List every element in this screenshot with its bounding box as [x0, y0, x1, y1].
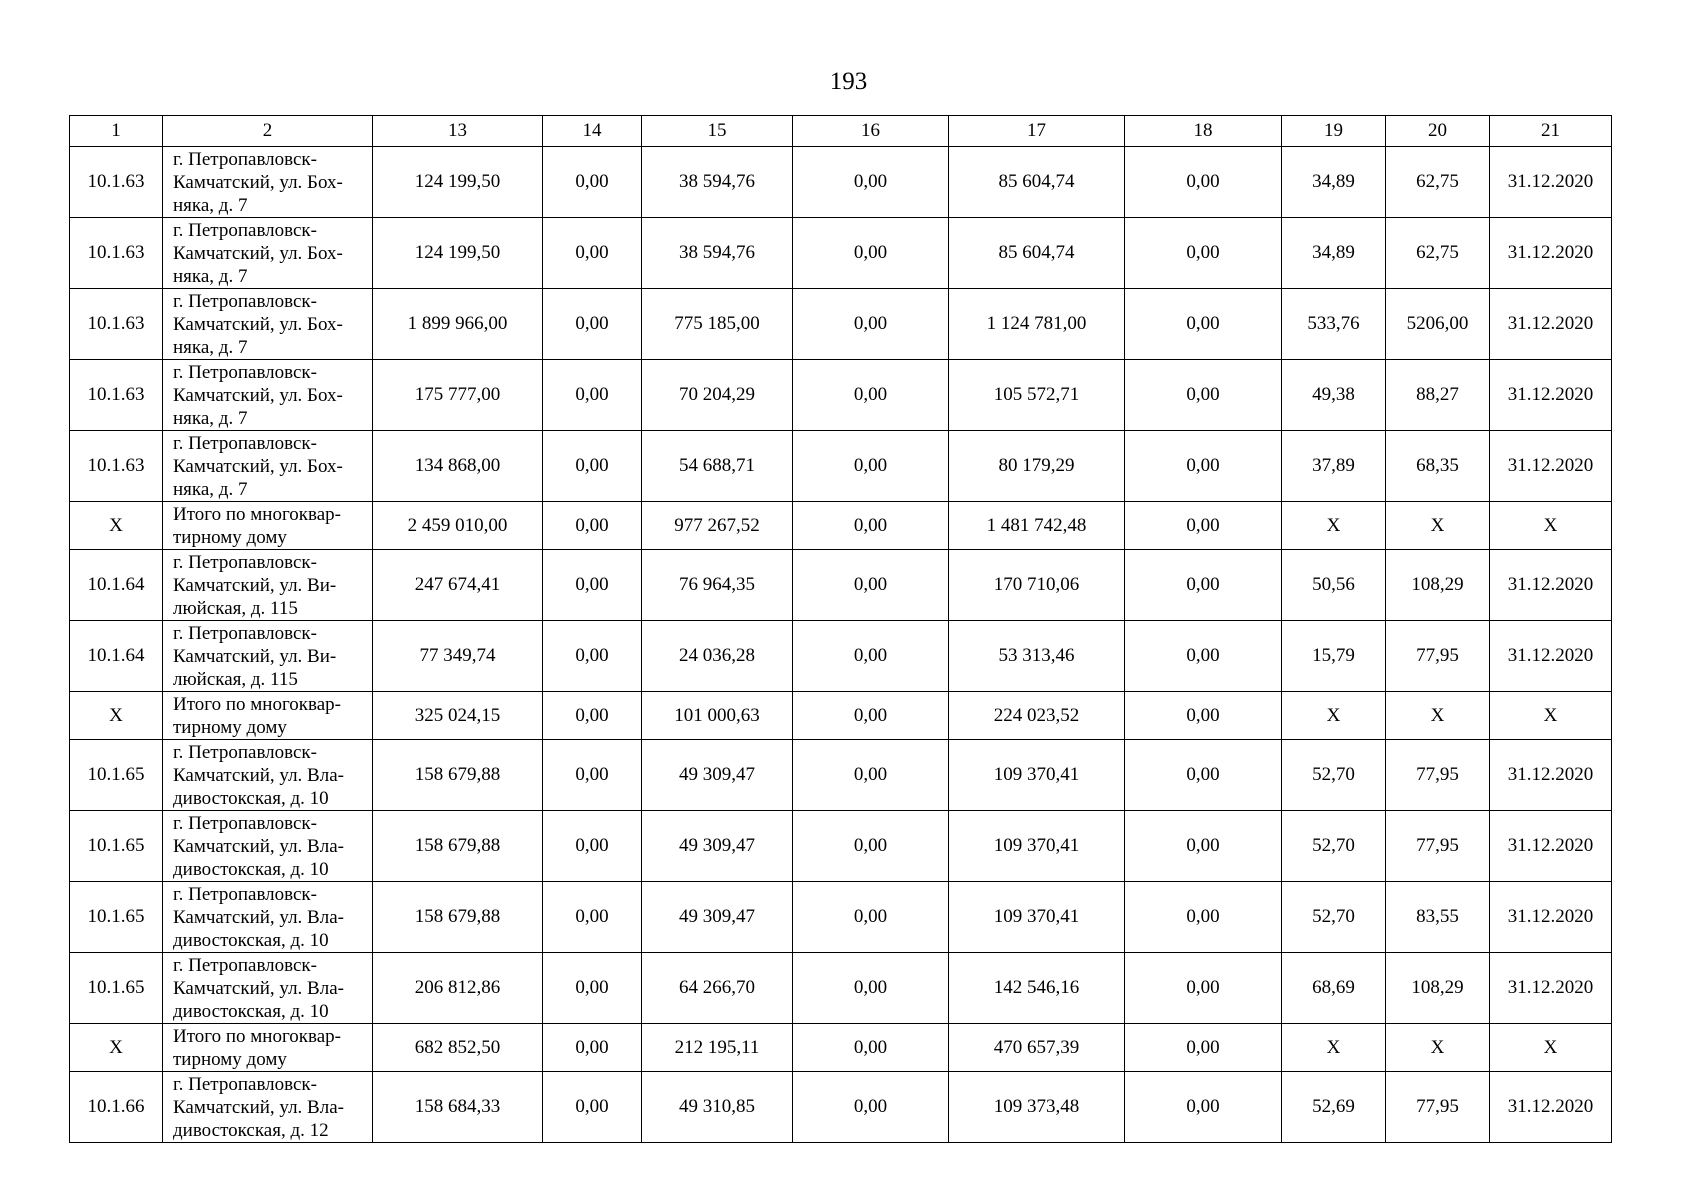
table-cell: 0,00	[793, 289, 949, 360]
column-header: 16	[793, 116, 949, 147]
table-cell: 10.1.65	[70, 953, 163, 1024]
address-cell: г. Петропавловск- Камчатский, ул. Бох- няка, д. 7	[163, 218, 373, 289]
address-cell: г. Петропавловск- Камчатский, ул. Вла- дивостокская, д. 10	[163, 740, 373, 811]
table-cell: 68,35	[1386, 431, 1490, 502]
table-cell: 0,00	[793, 621, 949, 692]
table-row	[70, 740, 1612, 811]
table-cell: X	[70, 502, 163, 550]
table-cell: 52,70	[1282, 811, 1386, 882]
table-cell: 31.12.2020	[1490, 289, 1612, 360]
table-cell: 10.1.65	[70, 882, 163, 953]
table-cell: 0,00	[543, 953, 642, 1024]
table-cell: 34,89	[1282, 147, 1386, 218]
header-row	[70, 116, 1612, 147]
table-cell: 0,00	[543, 360, 642, 431]
column-header: 2	[163, 116, 373, 147]
table-cell: 470 657,39	[949, 1024, 1125, 1072]
total-row	[70, 692, 1612, 740]
table-cell: 158 684,33	[373, 1072, 543, 1143]
table-cell: 105 572,71	[949, 360, 1125, 431]
column-header: 19	[1282, 116, 1386, 147]
table-cell: X	[1386, 502, 1490, 550]
table-cell: 158 679,88	[373, 811, 543, 882]
table-cell: 62,75	[1386, 218, 1490, 289]
table-cell: X	[1490, 502, 1612, 550]
table-cell: 49,38	[1282, 360, 1386, 431]
column-header: 15	[642, 116, 793, 147]
table-cell: 0,00	[793, 692, 949, 740]
table-cell: 10.1.63	[70, 289, 163, 360]
table-cell: 109 370,41	[949, 740, 1125, 811]
table-cell: 85 604,74	[949, 218, 1125, 289]
table-cell: 108,29	[1386, 953, 1490, 1024]
table-cell: 31.12.2020	[1490, 882, 1612, 953]
table-cell: 0,00	[1125, 621, 1282, 692]
table-cell: 70 204,29	[642, 360, 793, 431]
table-cell: 0,00	[543, 692, 642, 740]
table-cell: X	[1282, 692, 1386, 740]
table-cell: 0,00	[1125, 740, 1282, 811]
table-cell: 1 124 781,00	[949, 289, 1125, 360]
table-row	[70, 147, 1612, 218]
table-cell: 10.1.63	[70, 147, 163, 218]
table-cell: 0,00	[793, 550, 949, 621]
table-cell: 0,00	[793, 953, 949, 1024]
table-cell: 10.1.63	[70, 431, 163, 502]
table-cell: 533,76	[1282, 289, 1386, 360]
table-cell: 37,89	[1282, 431, 1386, 502]
address-cell: г. Петропавловск- Камчатский, ул. Вла- дивостокская, д. 10	[163, 811, 373, 882]
table-row	[70, 289, 1612, 360]
table-row	[70, 882, 1612, 953]
table-cell: 10.1.65	[70, 740, 163, 811]
table-cell: 88,27	[1386, 360, 1490, 431]
table-cell: 0,00	[793, 740, 949, 811]
table-cell: 0,00	[543, 811, 642, 882]
table-cell: 0,00	[1125, 953, 1282, 1024]
table-cell: 108,29	[1386, 550, 1490, 621]
table-cell: 0,00	[793, 1072, 949, 1143]
table-cell: 134 868,00	[373, 431, 543, 502]
table-cell: 0,00	[1125, 1024, 1282, 1072]
table-cell: 109 373,48	[949, 1072, 1125, 1143]
table-cell: 52,70	[1282, 882, 1386, 953]
table-cell: 24 036,28	[642, 621, 793, 692]
address-cell: Итого по многоквар- тирному дому	[163, 1024, 373, 1072]
table-cell: 53 313,46	[949, 621, 1125, 692]
table-cell: 31.12.2020	[1490, 431, 1612, 502]
address-cell: г. Петропавловск- Камчатский, ул. Ви- люйская, д. 115	[163, 550, 373, 621]
address-cell: г. Петропавловск- Камчатский, ул. Вла- дивостокская, д. 10	[163, 953, 373, 1024]
table-cell: 109 370,41	[949, 811, 1125, 882]
table-cell: 10.1.63	[70, 218, 163, 289]
table-cell: 0,00	[543, 218, 642, 289]
table-cell: 0,00	[793, 882, 949, 953]
table-cell: X	[1490, 1024, 1612, 1072]
table-cell: 170 710,06	[949, 550, 1125, 621]
table-cell: 1 899 966,00	[373, 289, 543, 360]
table-cell: 682 852,50	[373, 1024, 543, 1072]
table-cell: 77,95	[1386, 811, 1490, 882]
table-cell: 0,00	[1125, 218, 1282, 289]
table-cell: 142 546,16	[949, 953, 1125, 1024]
table-cell: 0,00	[543, 882, 642, 953]
table-row	[70, 621, 1612, 692]
table-cell: 38 594,76	[642, 147, 793, 218]
table-row	[70, 218, 1612, 289]
table-cell: 10.1.64	[70, 621, 163, 692]
address-cell: Итого по многоквар- тирному дому	[163, 502, 373, 550]
table-cell: 0,00	[1125, 147, 1282, 218]
table-cell: 0,00	[543, 550, 642, 621]
table-cell: 0,00	[793, 811, 949, 882]
table-cell: 52,70	[1282, 740, 1386, 811]
address-cell: г. Петропавловск- Камчатский, ул. Ви- люйская, д. 115	[163, 621, 373, 692]
table-cell: 124 199,50	[373, 218, 543, 289]
table-cell: 34,89	[1282, 218, 1386, 289]
table-cell: 77,95	[1386, 740, 1490, 811]
table-cell: 212 195,11	[642, 1024, 793, 1072]
table-cell: 77,95	[1386, 621, 1490, 692]
address-cell: г. Петропавловск- Камчатский, ул. Бох- няка, д. 7	[163, 289, 373, 360]
table-cell: 0,00	[793, 360, 949, 431]
table-cell: 31.12.2020	[1490, 147, 1612, 218]
address-cell: г. Петропавловск- Камчатский, ул. Вла- дивостокская, д. 12	[163, 1072, 373, 1143]
table-cell: 247 674,41	[373, 550, 543, 621]
address-cell: г. Петропавловск- Камчатский, ул. Бох- няка, д. 7	[163, 360, 373, 431]
table-row	[70, 431, 1612, 502]
table-cell: 10.1.65	[70, 811, 163, 882]
table-cell: 10.1.66	[70, 1072, 163, 1143]
table-cell: 85 604,74	[949, 147, 1125, 218]
table-cell: 0,00	[793, 1024, 949, 1072]
table-cell: 5206,00	[1386, 289, 1490, 360]
table-cell: 0,00	[543, 740, 642, 811]
table-cell: 0,00	[1125, 1072, 1282, 1143]
table-cell: 31.12.2020	[1490, 953, 1612, 1024]
table-cell: 0,00	[1125, 431, 1282, 502]
table-cell: 52,69	[1282, 1072, 1386, 1143]
table-cell: 0,00	[1125, 289, 1282, 360]
table-row	[70, 811, 1612, 882]
table-cell: 175 777,00	[373, 360, 543, 431]
table-cell: 49 310,85	[642, 1072, 793, 1143]
table-cell: 31.12.2020	[1490, 811, 1612, 882]
table-cell: 0,00	[1125, 360, 1282, 431]
table-cell: 0,00	[543, 1072, 642, 1143]
table-cell: 0,00	[1125, 692, 1282, 740]
table-cell: 325 024,15	[373, 692, 543, 740]
table-cell: 77 349,74	[373, 621, 543, 692]
total-row	[70, 1024, 1612, 1072]
table-cell: 31.12.2020	[1490, 550, 1612, 621]
table-cell: 15,79	[1282, 621, 1386, 692]
table-cell: 0,00	[543, 147, 642, 218]
table-cell: 0,00	[543, 621, 642, 692]
table-cell: 31.12.2020	[1490, 740, 1612, 811]
table-cell: 109 370,41	[949, 882, 1125, 953]
page-number: 193	[829, 68, 868, 95]
table-cell: 0,00	[793, 502, 949, 550]
table-cell: 0,00	[1125, 550, 1282, 621]
table-row	[70, 1072, 1612, 1143]
table-row	[70, 550, 1612, 621]
table-cell: 101 000,63	[642, 692, 793, 740]
table-cell: 31.12.2020	[1490, 360, 1612, 431]
table-cell: 224 023,52	[949, 692, 1125, 740]
table-cell: 158 679,88	[373, 740, 543, 811]
table-cell: 0,00	[543, 1024, 642, 1072]
column-header: 14	[543, 116, 642, 147]
table-cell: 1 481 742,48	[949, 502, 1125, 550]
table-cell: 76 964,35	[642, 550, 793, 621]
table-cell: 31.12.2020	[1490, 621, 1612, 692]
table-row	[70, 360, 1612, 431]
table-cell: 50,56	[1282, 550, 1386, 621]
total-row	[70, 502, 1612, 550]
table-cell: 80 179,29	[949, 431, 1125, 502]
table-cell: 0,00	[1125, 811, 1282, 882]
table-cell: X	[1282, 1024, 1386, 1072]
data-table	[69, 115, 1612, 1143]
column-header: 13	[373, 116, 543, 147]
table-cell: 977 267,52	[642, 502, 793, 550]
table-cell: 0,00	[793, 218, 949, 289]
table-cell: 83,55	[1386, 882, 1490, 953]
table-cell: X	[70, 692, 163, 740]
table-cell: 31.12.2020	[1490, 218, 1612, 289]
table-cell: 49 309,47	[642, 740, 793, 811]
table-cell: X	[70, 1024, 163, 1072]
table-cell: 0,00	[543, 502, 642, 550]
column-header: 20	[1386, 116, 1490, 147]
table-cell: 49 309,47	[642, 811, 793, 882]
table-cell: 775 185,00	[642, 289, 793, 360]
table-cell: X	[1282, 502, 1386, 550]
table-cell: 38 594,76	[642, 218, 793, 289]
table-cell: 158 679,88	[373, 882, 543, 953]
address-cell: г. Петропавловск- Камчатский, ул. Бох- няка, д. 7	[163, 147, 373, 218]
column-header: 17	[949, 116, 1125, 147]
address-cell: Итого по многоквар- тирному дому	[163, 692, 373, 740]
address-cell: г. Петропавловск- Камчатский, ул. Вла- дивостокская, д. 10	[163, 882, 373, 953]
table-cell: 62,75	[1386, 147, 1490, 218]
table-cell: 0,00	[543, 289, 642, 360]
table-cell: 124 199,50	[373, 147, 543, 218]
table-cell: 0,00	[543, 431, 642, 502]
table-cell: 31.12.2020	[1490, 1072, 1612, 1143]
table-cell: 68,69	[1282, 953, 1386, 1024]
table-cell: 54 688,71	[642, 431, 793, 502]
table-cell: 64 266,70	[642, 953, 793, 1024]
column-header: 1	[70, 116, 163, 147]
address-cell: г. Петропавловск- Камчатский, ул. Бох- няка, д. 7	[163, 431, 373, 502]
column-header: 18	[1125, 116, 1282, 147]
table-cell: 10.1.63	[70, 360, 163, 431]
table-cell: 0,00	[1125, 502, 1282, 550]
table-cell: 49 309,47	[642, 882, 793, 953]
table-cell: 0,00	[793, 147, 949, 218]
table-row	[70, 953, 1612, 1024]
table-cell: X	[1490, 692, 1612, 740]
table-cell: 0,00	[1125, 882, 1282, 953]
table-cell: X	[1386, 1024, 1490, 1072]
table-cell: 0,00	[793, 431, 949, 502]
table-cell: 206 812,86	[373, 953, 543, 1024]
table-cell: X	[1386, 692, 1490, 740]
column-header: 21	[1490, 116, 1612, 147]
table-cell: 10.1.64	[70, 550, 163, 621]
table-cell: 77,95	[1386, 1072, 1490, 1143]
table-cell: 2 459 010,00	[373, 502, 543, 550]
